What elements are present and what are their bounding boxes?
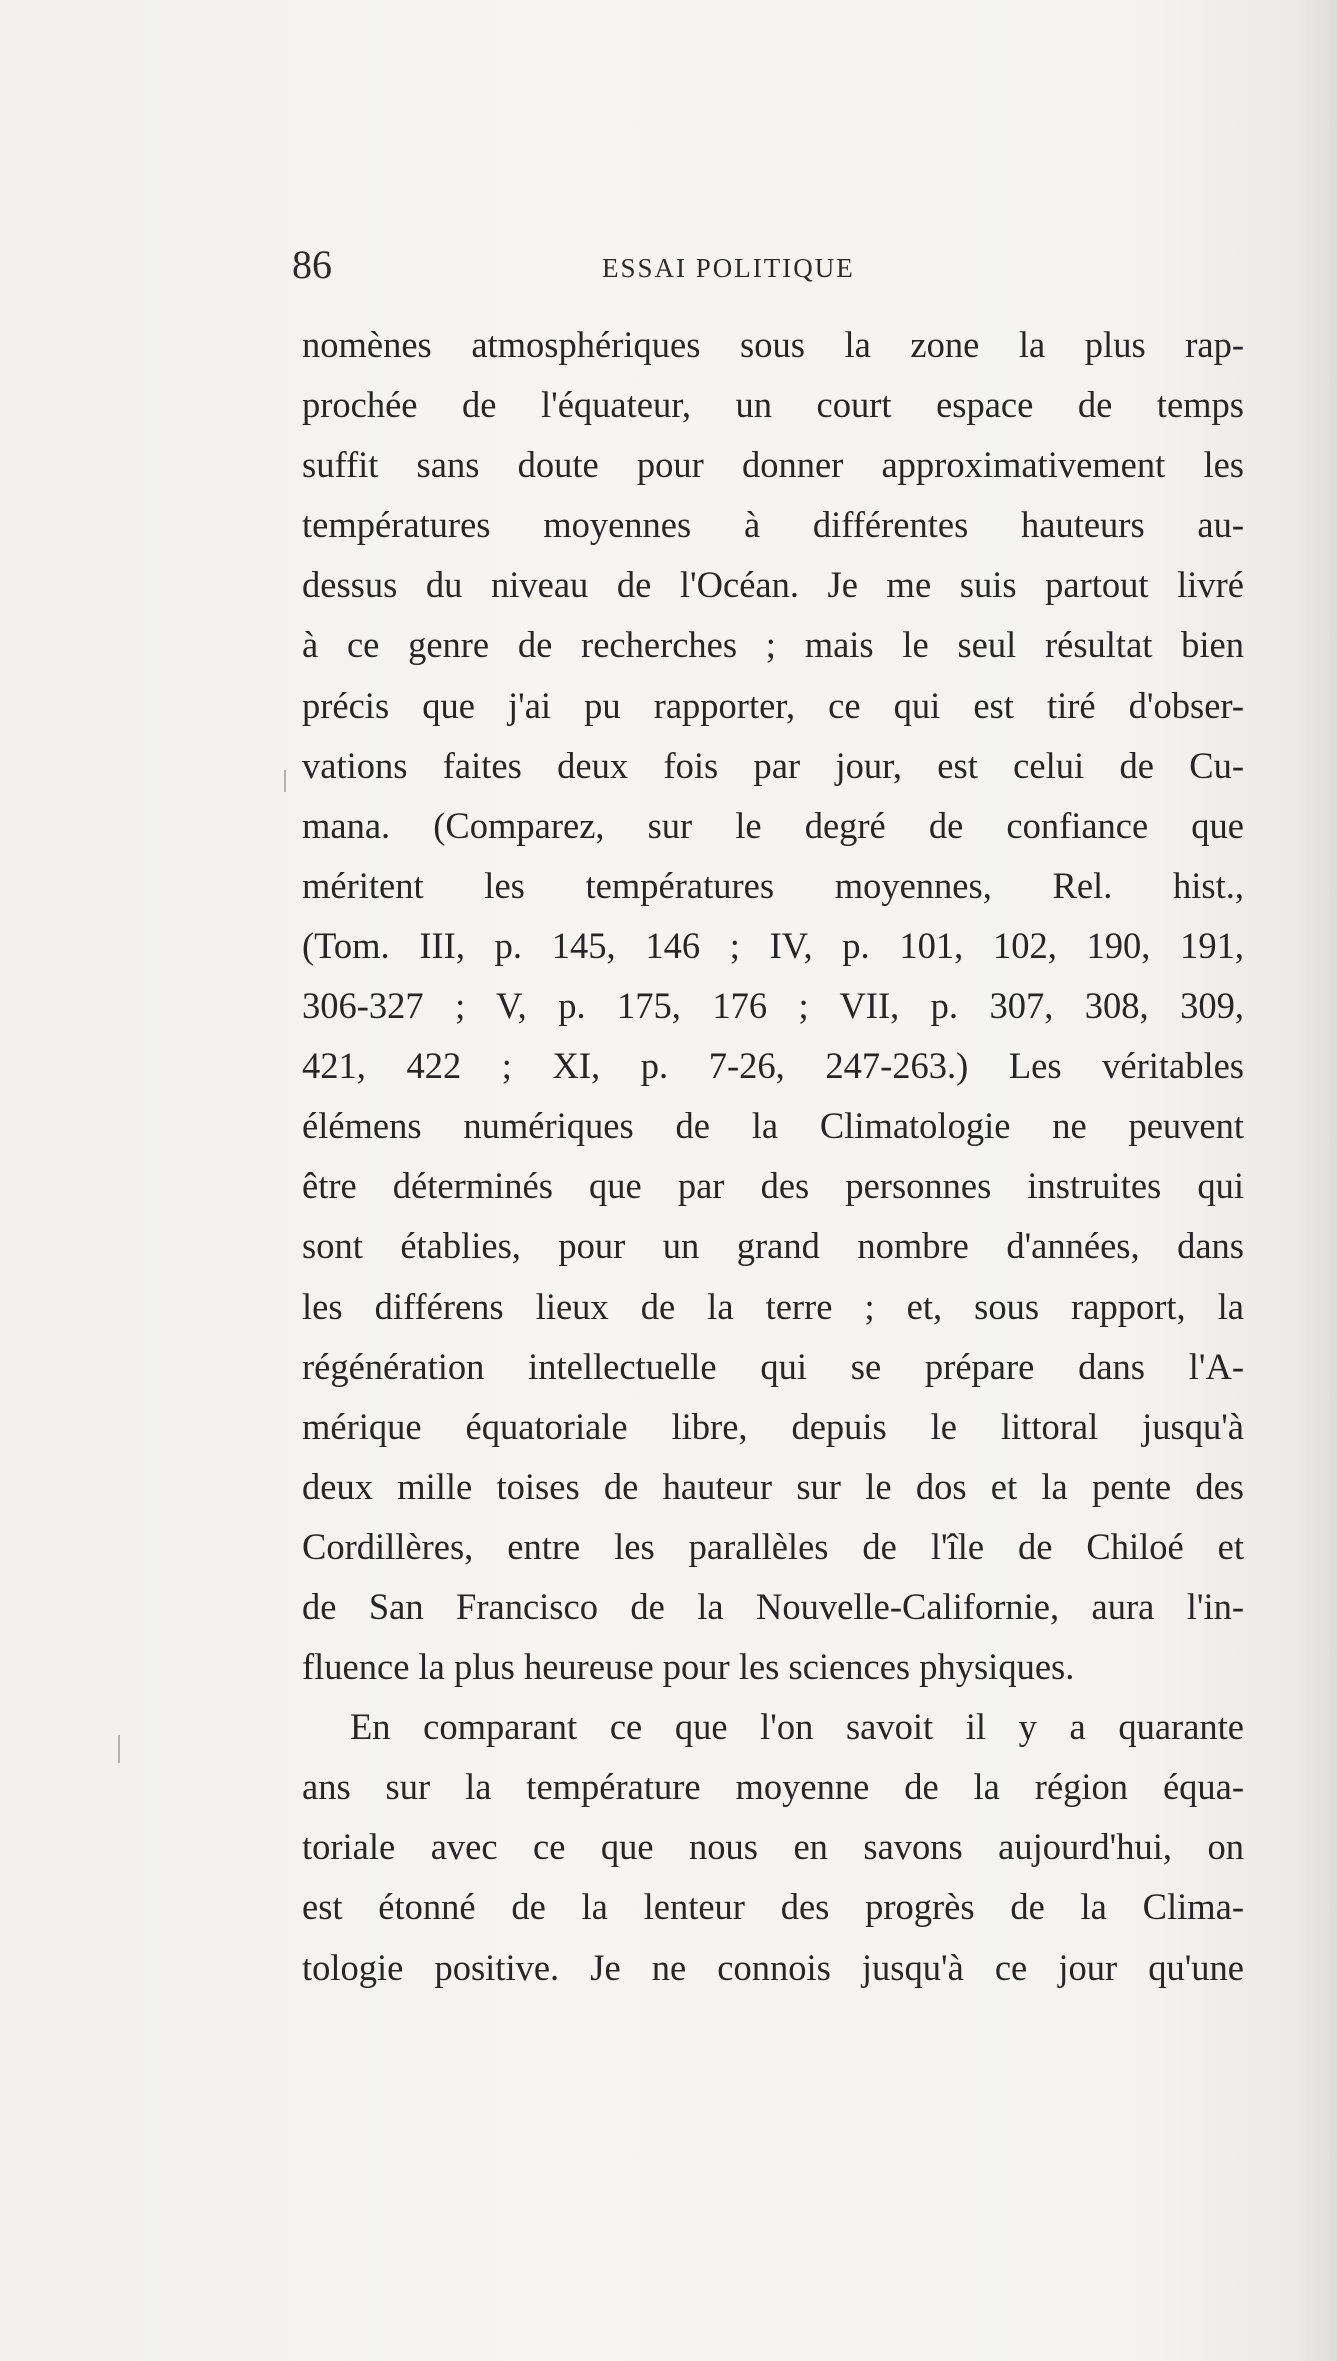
- text-line: les différens lieux de la terre ; et, sous rapport, la: [302, 1285, 1244, 1327]
- page-edge-shadow: [1297, 0, 1337, 2361]
- text-line: précis que j'ai pu rapporter, ce qui est tiré d'obser-: [302, 684, 1244, 726]
- text-line: deux mille toises de hauteur sur le dos et la pente des: [302, 1465, 1244, 1507]
- text-line: vations faites deux fois par jour, est celui de Cu-: [302, 744, 1244, 786]
- text-line: est étonné de la lenteur des progrès de la Clima-: [302, 1886, 1244, 1928]
- text-line: mana. (Comparez, sur le degré de confiance que: [302, 804, 1244, 846]
- text-line: toriale avec ce que nous en savons aujourd'hui, on: [302, 1826, 1244, 1868]
- running-head: ESSAI POLITIQUE: [602, 253, 855, 283]
- text-line: Cordillères, entre les parallèles de l'île de Chiloé et: [302, 1525, 1244, 1567]
- text-line: à ce genre de recherches ; mais le seul résultat bien: [302, 624, 1244, 666]
- page-number: 86: [292, 242, 332, 287]
- body-text: [302, 315, 1244, 1998]
- page-header: [292, 240, 1244, 300]
- text-line: de San Francisco de la Nouvelle-Californie, aura l'in-: [302, 1585, 1244, 1627]
- text-line: régénération intellectuelle qui se prépare dans l'A-: [302, 1345, 1244, 1387]
- text-line: élémens numériques de la Climatologie ne peuvent: [302, 1105, 1244, 1147]
- text-line: ans sur la température moyenne de la région équa-: [302, 1766, 1244, 1808]
- text-line: fluence la plus heureuse pour les sciences physiques.: [302, 1646, 1075, 1688]
- text-line: tologie positive. Je ne connois jusqu'à ce jour qu'une: [302, 1946, 1244, 1988]
- text-line: sont établies, pour un grand nombre d'années, dans: [302, 1225, 1244, 1267]
- text-line: mérique équatoriale libre, depuis le littoral jusqu'à: [302, 1405, 1244, 1447]
- text-line: suffit sans doute pour donner approximativement les: [302, 444, 1244, 486]
- ink-mark: [118, 1735, 120, 1763]
- text-line: prochée de l'équateur, un court espace de temps: [302, 384, 1244, 426]
- text-line: dessus du niveau de l'Océan. Je me suis partout livré: [302, 564, 1244, 606]
- text-line: être déterminés que par des personnes instruites qui: [302, 1165, 1244, 1207]
- text-line: températures moyennes à différentes hauteurs au-: [302, 504, 1244, 546]
- text-line: 306-327 ; V, p. 175, 176 ; VII, p. 307, 308, 309,: [302, 985, 1244, 1027]
- ink-mark: [284, 770, 286, 792]
- text-line: méritent les températures moyennes, Rel. hist.,: [302, 864, 1244, 906]
- text-line: En comparant ce que l'on savoit il y a quarante: [350, 1706, 1244, 1748]
- text-line: nomènes atmosphériques sous la zone la plus rap-: [302, 324, 1244, 365]
- text-line: 421, 422 ; XI, p. 7-26, 247-263.) Les véritables: [302, 1045, 1244, 1087]
- text-line: (Tom. III, p. 145, 146 ; IV, p. 101, 102, 190, 191,: [302, 924, 1244, 966]
